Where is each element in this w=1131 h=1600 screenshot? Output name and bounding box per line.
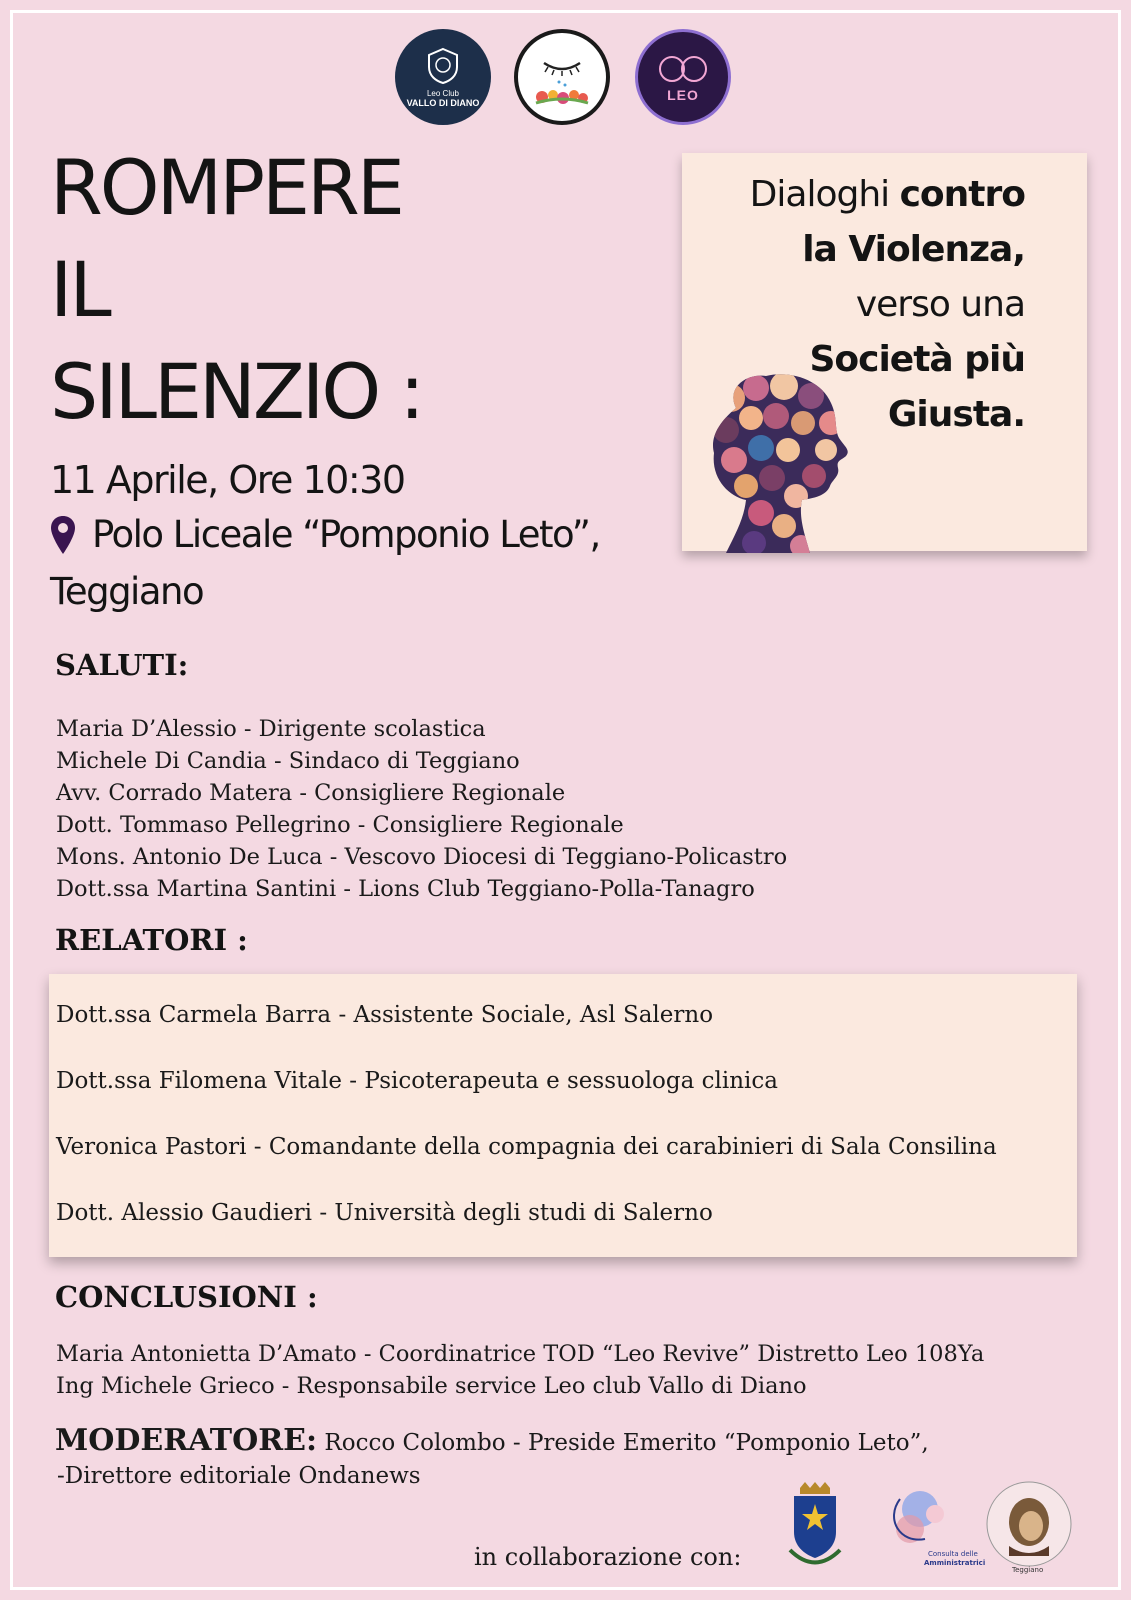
collaborazione-label: in collaborazione con: (474, 1543, 742, 1571)
quote-line5: Giusta. (887, 394, 1025, 435)
logo-line2: VALLO DI DIANO (406, 97, 480, 108)
consulta-amministratrici-logo (880, 1484, 986, 1574)
consulta-line1: Consulta delle (928, 1550, 978, 1558)
list-item: Michele Di Candia - Sindaco di Teggiano (56, 748, 520, 774)
moderatore-label: MODERATORE: (55, 1423, 318, 1458)
list-item: Dott.ssa Carmela Barra - Assistente Sociale, Asl Salerno (56, 1002, 714, 1028)
istituto-pomponio-leto-logo (978, 1476, 1080, 1576)
istituto-caption: Teggiano (1012, 1566, 1044, 1574)
quote-line3: verso una (855, 284, 1025, 325)
title-line-3: SILENZIO : (50, 347, 422, 436)
list-item: Maria Antonietta D’Amato - Coordinatrice TOD “Leo Revive” Distretto Leo 108Ya (56, 1341, 985, 1367)
leo-district-logo (635, 29, 731, 125)
leo-shield-icon (426, 47, 460, 85)
list-item: Dott.ssa Filomena Vitale - Psicoterapeuta e sessuologa clinica (56, 1068, 778, 1094)
saluti-list (56, 713, 787, 905)
quote-line1-bold: contro (899, 174, 1025, 215)
leo-club-vallo-di-diano-logo (395, 29, 491, 125)
moderatore-text: Rocco Colombo - Preside Emerito “Pomponio Leto”, (317, 1430, 929, 1456)
moderatore-line (55, 1423, 929, 1458)
conclusioni-list (56, 1338, 984, 1402)
leo-mark: LEO (667, 87, 699, 103)
logo-line1: Leo Club (426, 88, 460, 98)
list-item: Avv. Corrado Matera - Consigliere Regionale (56, 780, 566, 806)
list-item: Mons. Antonio De Luca - Vescovo Diocesi di Teggiano-Policastro (56, 844, 788, 870)
conclusioni-heading: CONCLUSIONI : (55, 1280, 318, 1314)
map-pin-icon (50, 515, 76, 555)
list-item: Ing Michele Grieco - Responsabile service Leo club Vallo di Diano (56, 1373, 807, 1399)
event-datetime: 11 Aprile, Ore 10:30 (50, 458, 405, 502)
woman-profile-silhouette-icon (706, 368, 856, 553)
consulta-line2: Amministratrici (924, 1559, 986, 1567)
event-venue (50, 513, 600, 556)
relatori-card (49, 974, 1077, 1257)
lion-heads-icon (658, 51, 708, 87)
crying-eye-flowers-icon (522, 37, 602, 117)
venue-line1: Polo Liceale “Pomponio Leto”, (92, 513, 600, 556)
quote-card (682, 153, 1087, 551)
title-line-2: IL (50, 245, 109, 334)
list-item: Veronica Pastori - Comandante della compagnia dei carabinieri di Sala Consilina (56, 1134, 997, 1160)
teggiano-coat-of-arms-icon (780, 1480, 850, 1575)
quote-line2: la Violenza, (802, 229, 1025, 270)
venue-line2: Teggiano (50, 570, 204, 613)
list-item: Dott. Tommaso Pellegrino - Consigliere Regionale (56, 812, 624, 838)
leo-revive-logo (514, 29, 610, 125)
list-item: Maria D’Alessio - Dirigente scolastica (56, 716, 486, 742)
title-line-1: ROMPERE (50, 143, 402, 232)
saluti-heading: SALUTI: (55, 648, 189, 682)
moderatore-line2: -Direttore editoriale Ondanews (57, 1463, 421, 1489)
list-item: Dott. Alessio Gaudieri - Università degli studi di Salerno (56, 1200, 713, 1226)
quote-line4: Società più (809, 339, 1025, 380)
list-item: Dott.ssa Martina Santini - Lions Club Teggiano-Polla-Tanagro (56, 876, 755, 902)
relatori-heading: RELATORI : (55, 923, 248, 957)
quote-line1-light: Dialoghi (749, 174, 900, 215)
